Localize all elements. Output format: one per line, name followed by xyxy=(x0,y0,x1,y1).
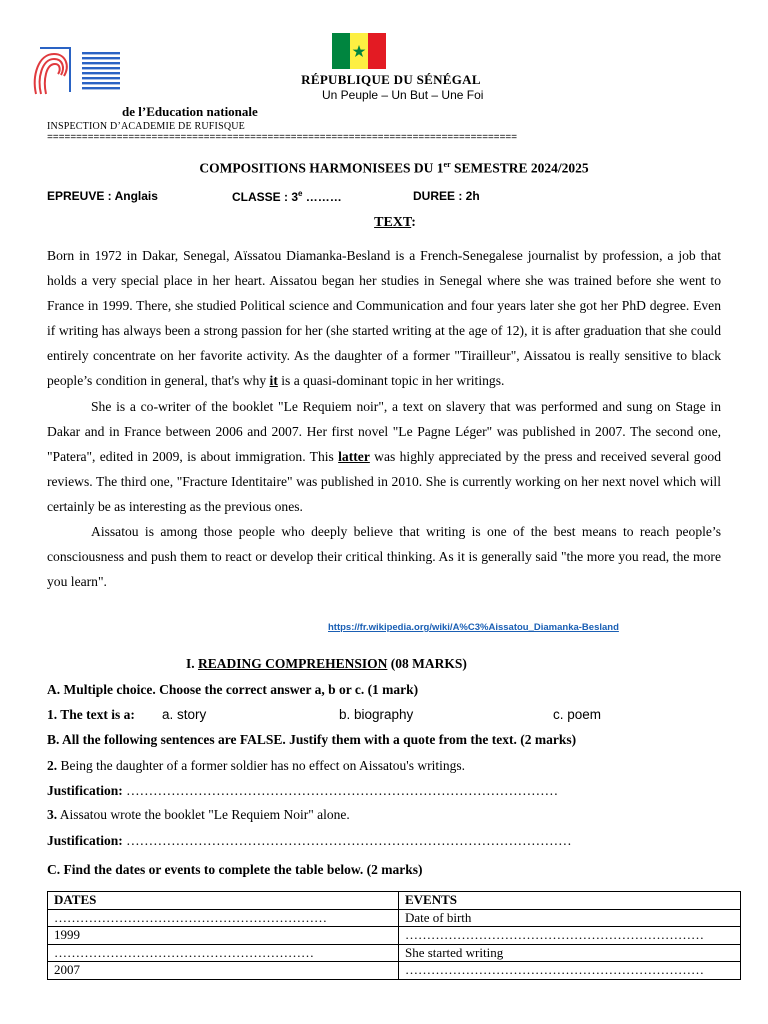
section-a-title: A. Multiple choice. Choose the correct answer a, b or c. (1 mark) xyxy=(47,682,419,697)
table-header-dates: DATES xyxy=(48,892,399,910)
senegal-flag-icon xyxy=(332,33,386,69)
dates-events-table xyxy=(47,891,741,980)
reading-passage xyxy=(47,243,721,594)
passage-paragraph-1: Born in 1972 in Dakar, Senegal, Aïssatou Diamanka-Besland is a French-Senegalese journalist by profession, a job that holds a very special place in her heart. Aissatou began her studies in Senegal where she was trained before she went to France in 1999. There, she studied Political science and Communication and four years later she got her PhD degree. Even if writing has always been a strong passion for her (she started writing at the age of 12), it is after graduation that she could entirely concentrate on her favorite activity. As the daughter of a former "Tirailleur", Aissatou is really sensitive to black people’s condition in general, that's why it is a quasi-dominant topic in her writings. xyxy=(47,248,721,389)
table-header-events: EVENTS xyxy=(399,892,741,910)
exam-class: CLASSE : 3e ……… xyxy=(232,189,342,204)
pronoun-it: it xyxy=(269,373,278,389)
reading-comprehension-title: I. READING COMPREHENSION (08 MARKS) xyxy=(186,656,467,671)
table-cell[interactable]: ……………………………………………………… xyxy=(48,909,399,927)
table-cell: Date of birth xyxy=(399,909,741,927)
question-1-label: 1. The text is a: xyxy=(47,707,135,722)
passage-paragraph-2: She is a co-writer of the booklet "Le Requiem noir", a text on slavery that was performed and sung on Stage in Dakar and in France between 2006 and 2007. Her first novel "Le Pagne Léger" was published in 2007. The second one, "Patera", edited in 2009, is about immigration. This latter was highly appreciated by the press and received several good reviews. The third one, "Fracture Identitaire" was published in 2010. She is currently working on her next novel which will certainly be as interesting as the previous ones. xyxy=(47,398,721,514)
table-cell[interactable]: …………………………………………………… xyxy=(48,944,399,962)
question-2: 2. Being the daughter of a former soldier has no effect on Aissatou's writings. xyxy=(47,758,465,773)
table-row xyxy=(48,927,741,945)
section-c-title: C. Find the dates or events to complete the table below. (2 marks) xyxy=(47,862,423,877)
inspection-name: INSPECTION D’ACADEMIE DE RUFISQUE xyxy=(47,121,245,132)
text-heading: TEXT: xyxy=(374,215,416,230)
table-cell: 2007 xyxy=(48,962,399,980)
table-row xyxy=(48,909,741,927)
source-link[interactable]: https://fr.wikipedia.org/wiki/A%C3%Aissatou_Diamanka-Besland xyxy=(328,622,619,633)
passage-paragraph-3: Aissatou is among those people who deeply believe that writing is one of the best means to reach people’s consciousness and push them to react or develop their critical thinking. As it is generally said "the more you read, the more you learn". xyxy=(47,524,721,590)
national-motto: Un Peuple – Un But – Une Foi xyxy=(322,88,484,102)
option-c[interactable]: c. poem xyxy=(553,707,602,722)
section-b-title: B. All the following sentences are FALSE. Justify them with a quote from the text. (2 marks) xyxy=(47,732,577,747)
word-latter: latter xyxy=(338,448,370,464)
exam-title: COMPOSITIONS HARMONISEES DU 1er SEMESTRE 2024/2025 xyxy=(199,160,589,176)
table-cell[interactable]: …………………………………………………………… xyxy=(399,927,741,945)
justification-3[interactable]: Justification: ……………………………………………………………………………………… xyxy=(47,833,572,848)
table-cell: 1999 xyxy=(48,927,399,945)
table-header-row xyxy=(48,892,741,910)
option-b[interactable]: b. biography xyxy=(339,707,414,722)
exam-subject: EPREUVE : Anglais xyxy=(47,189,158,203)
republic-title: RÉPUBLIQUE DU SÉNÉGAL xyxy=(301,72,481,87)
option-a[interactable]: a. story xyxy=(162,707,207,722)
table-cell[interactable]: …………………………………………………………… xyxy=(399,962,741,980)
justification-2[interactable]: Justification: …………………………………………………………………………………… xyxy=(47,783,559,798)
table-cell: She started writing xyxy=(399,944,741,962)
table-row xyxy=(48,944,741,962)
separator-line: ================================================================================= xyxy=(47,133,517,144)
table-row xyxy=(48,962,741,980)
question-3: 3. Aissatou wrote the booklet "Le Requiem Noir" alone. xyxy=(47,807,350,822)
ministry-logo xyxy=(30,46,122,96)
ministry-name: de l’Education nationale xyxy=(122,104,258,119)
exam-duration: DUREE : 2h xyxy=(413,189,480,203)
